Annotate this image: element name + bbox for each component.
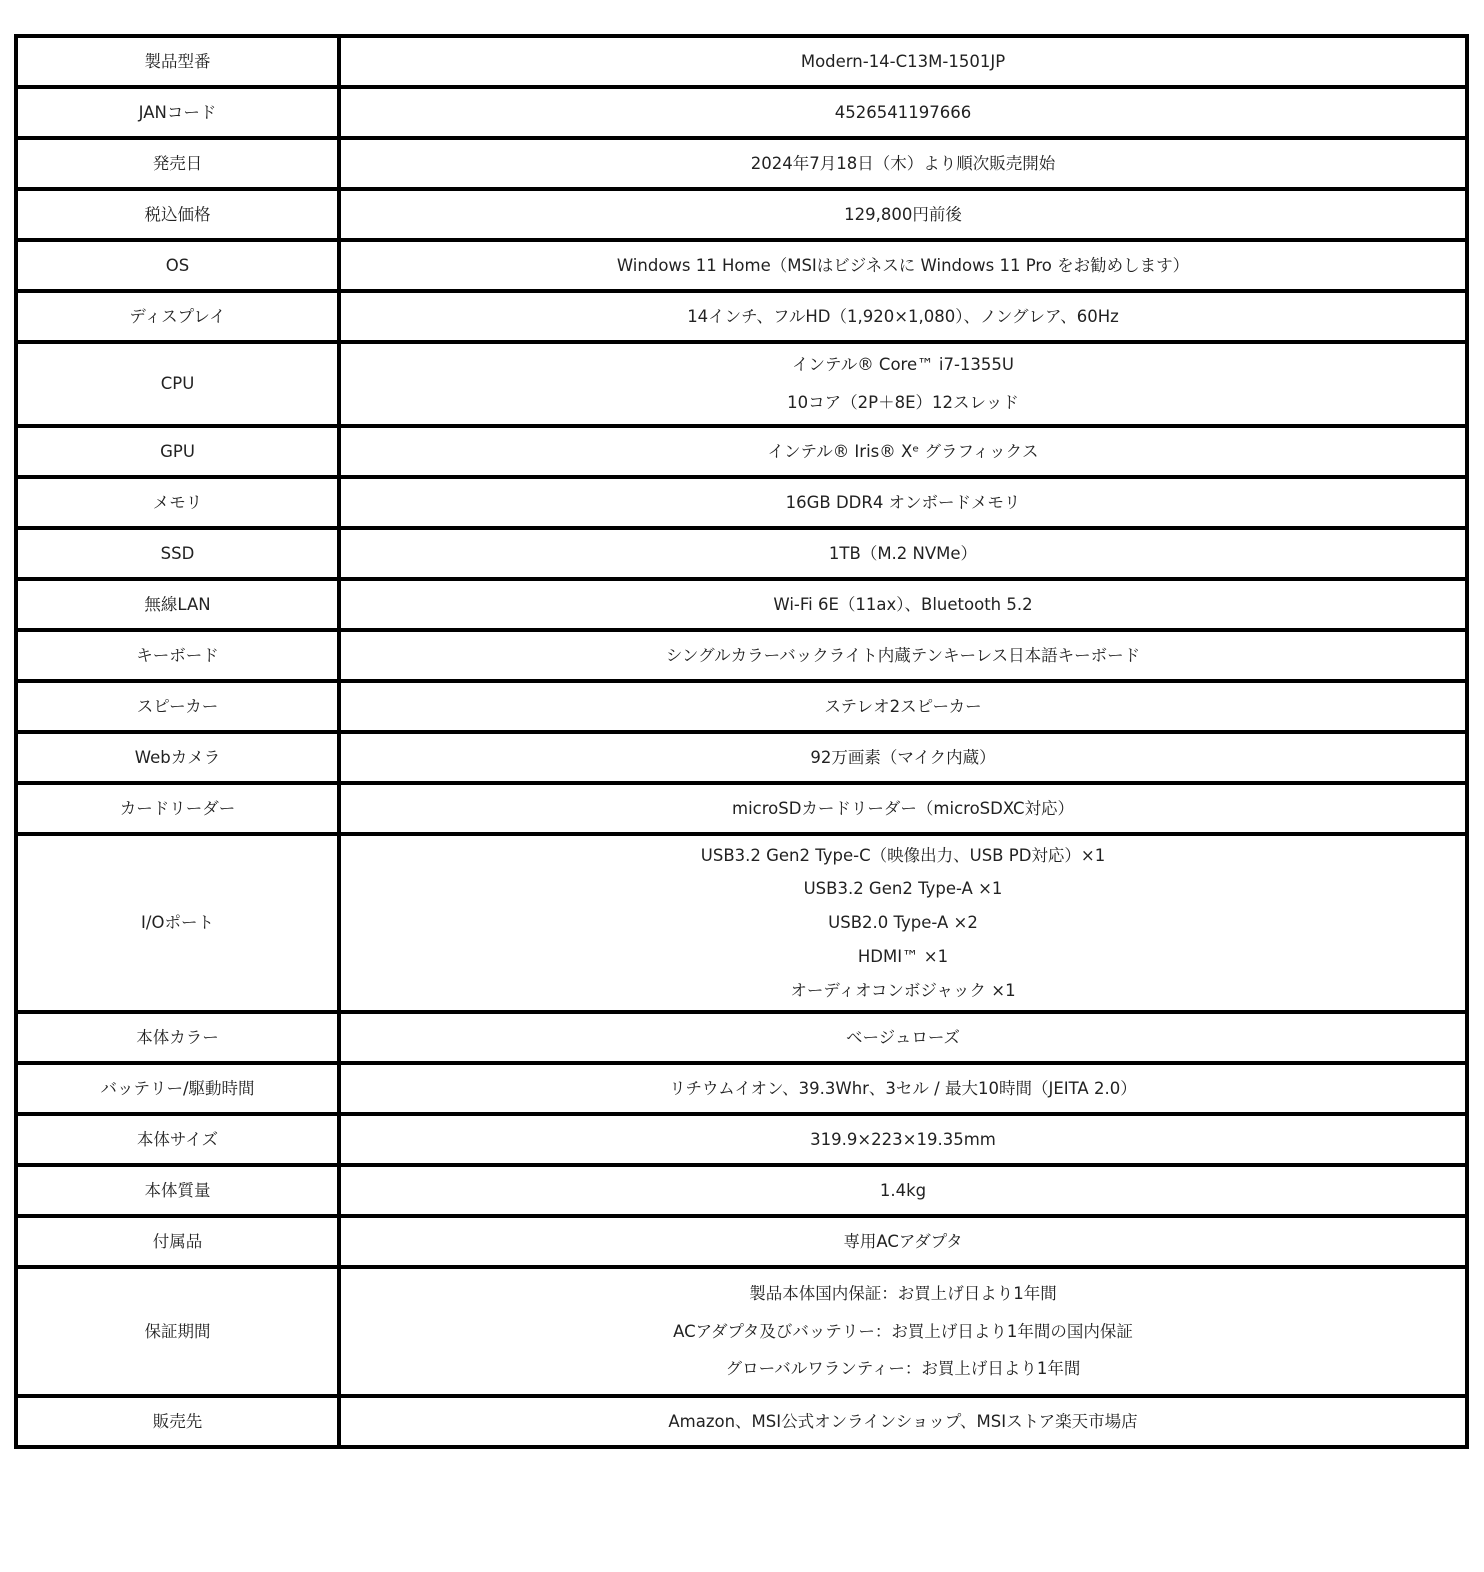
- spec-row-speaker: [16, 681, 1467, 732]
- spec-row-keyboard: [16, 630, 1467, 681]
- spec-table: [14, 34, 1469, 1449]
- spec-row-jan: [16, 87, 1467, 138]
- spec-value: [339, 189, 1467, 240]
- spec-value: [339, 1216, 1467, 1267]
- spec-value-line: USB2.0 Type-A ×2: [828, 913, 978, 933]
- spec-value-line: USB3.2 Gen2 Type-A ×1: [803, 879, 1003, 899]
- spec-value-line: インテル® Iris® Xᵉ グラフィックス: [767, 441, 1039, 461]
- spec-row-size: [16, 1114, 1467, 1165]
- spec-row-ssd: [16, 528, 1467, 579]
- spec-label: 保証期間: [16, 1267, 339, 1396]
- spec-row-wireless: [16, 579, 1467, 630]
- spec-label: Webカメラ: [16, 732, 339, 783]
- spec-row-cpu: [16, 342, 1467, 426]
- spec-value-line: 14インチ、フルHD（1,920×1,080）、ノングレア、60Hz: [687, 306, 1119, 326]
- spec-row-model: [16, 36, 1467, 87]
- spec-row-release-date: [16, 138, 1467, 189]
- spec-value: [339, 783, 1467, 834]
- spec-value: [339, 36, 1467, 87]
- spec-label: SSD: [16, 528, 339, 579]
- spec-label: OS: [16, 240, 339, 291]
- spec-value-line: 1TB（M.2 NVMe）: [828, 543, 978, 563]
- spec-value-line: 129,800円前後: [844, 204, 962, 224]
- spec-row-color: [16, 1012, 1467, 1063]
- spec-value-line: microSDカードリーダー（microSDXC対応）: [732, 798, 1074, 818]
- spec-value-line: Modern-14-C13M-1501JP: [800, 51, 1006, 71]
- spec-label: CPU: [16, 342, 339, 426]
- spec-value: [339, 834, 1467, 1012]
- spec-label: 本体質量: [16, 1165, 339, 1216]
- spec-row-gpu: [16, 426, 1467, 477]
- spec-label: 付属品: [16, 1216, 339, 1267]
- spec-value-line: インテル® Core™ i7-1355U: [792, 355, 1014, 375]
- spec-row-battery: [16, 1063, 1467, 1114]
- spec-value-line: リチウムイオン、39.3Whr、3セル / 最大10時間（JEITA 2.0）: [669, 1078, 1137, 1098]
- spec-row-warranty: [16, 1267, 1467, 1396]
- spec-value: [339, 1012, 1467, 1063]
- spec-label: 税込価格: [16, 189, 339, 240]
- spec-value: [339, 681, 1467, 732]
- spec-label: 発売日: [16, 138, 339, 189]
- spec-value: [339, 630, 1467, 681]
- spec-value-line: 製品本体国内保証：お買上げ日より1年間: [749, 1283, 1057, 1303]
- spec-value-line: シングルカラーバックライト内蔵テンキーレス日本語キーボード: [665, 645, 1141, 665]
- spec-label: バッテリー/駆動時間: [16, 1063, 339, 1114]
- spec-value: [339, 1165, 1467, 1216]
- spec-value: [339, 1267, 1467, 1396]
- spec-value-line: Amazon、MSI公式オンラインショップ、MSIストア楽天市場店: [668, 1411, 1138, 1431]
- spec-label: カードリーダー: [16, 783, 339, 834]
- spec-row-io-ports: [16, 834, 1467, 1012]
- spec-label: 本体カラー: [16, 1012, 339, 1063]
- spec-value: [339, 87, 1467, 138]
- spec-value: [339, 291, 1467, 342]
- spec-value: [339, 342, 1467, 426]
- spec-value-line: 1.4kg: [879, 1180, 927, 1200]
- spec-value-line: グローバルワランティー：お買上げ日より1年間: [725, 1359, 1081, 1379]
- spec-value-line: ACアダプタ及びバッテリー：お買上げ日より1年間の国内保証: [673, 1321, 1133, 1341]
- spec-value-line: ステレオ2スピーカー: [824, 696, 982, 716]
- spec-row-display: [16, 291, 1467, 342]
- spec-value-line: 2024年7月18日（木）より順次販売開始: [750, 153, 1056, 173]
- spec-value: [339, 240, 1467, 291]
- spec-value: [339, 732, 1467, 783]
- spec-label: JANコード: [16, 87, 339, 138]
- spec-value: [339, 1114, 1467, 1165]
- spec-row-os: [16, 240, 1467, 291]
- spec-value: [339, 1063, 1467, 1114]
- spec-value-line: 4526541197666: [834, 102, 972, 122]
- spec-value-line: 16GB DDR4 オンボードメモリ: [785, 492, 1021, 512]
- spec-row-retailers: [16, 1396, 1467, 1447]
- spec-value-line: 92万画素（マイク内蔵）: [810, 747, 996, 767]
- spec-label: キーボード: [16, 630, 339, 681]
- spec-value-line: USB3.2 Gen2 Type-C（映像出力、USB PD対応）×1: [700, 845, 1106, 865]
- spec-value: [339, 138, 1467, 189]
- spec-value-line: 専用ACアダプタ: [843, 1231, 963, 1251]
- spec-label: スピーカー: [16, 681, 339, 732]
- spec-value-line: ベージュローズ: [845, 1027, 960, 1047]
- spec-label: GPU: [16, 426, 339, 477]
- spec-value: [339, 477, 1467, 528]
- spec-row-card-reader: [16, 783, 1467, 834]
- spec-value-line: HDMI™ ×1: [857, 946, 949, 966]
- spec-value-line: 10コア（2P＋8E）12スレッド: [787, 393, 1019, 412]
- spec-label: 製品型番: [16, 36, 339, 87]
- spec-row-weight: [16, 1165, 1467, 1216]
- spec-value: [339, 426, 1467, 477]
- spec-row-accessories: [16, 1216, 1467, 1267]
- spec-value-line: 319.9×223×19.35mm: [810, 1129, 996, 1149]
- spec-label: ディスプレイ: [16, 291, 339, 342]
- spec-label: 無線LAN: [16, 579, 339, 630]
- spec-value-line: オーディオコンボジャック ×1: [790, 980, 1016, 1000]
- spec-label: 販売先: [16, 1396, 339, 1447]
- spec-row-memory: [16, 477, 1467, 528]
- spec-value-line: Wi-Fi 6E（11ax）、Bluetooth 5.2: [773, 594, 1033, 614]
- spec-value: [339, 1396, 1467, 1447]
- spec-value: [339, 579, 1467, 630]
- spec-label: メモリ: [16, 477, 339, 528]
- spec-row-price: [16, 189, 1467, 240]
- spec-row-webcam: [16, 732, 1467, 783]
- spec-value: [339, 528, 1467, 579]
- spec-label: 本体サイズ: [16, 1114, 339, 1165]
- spec-value-line: Windows 11 Home（MSIはビジネスに Windows 11 Pro をお勧めします）: [616, 255, 1190, 275]
- spec-label: I/Oポート: [16, 834, 339, 1012]
